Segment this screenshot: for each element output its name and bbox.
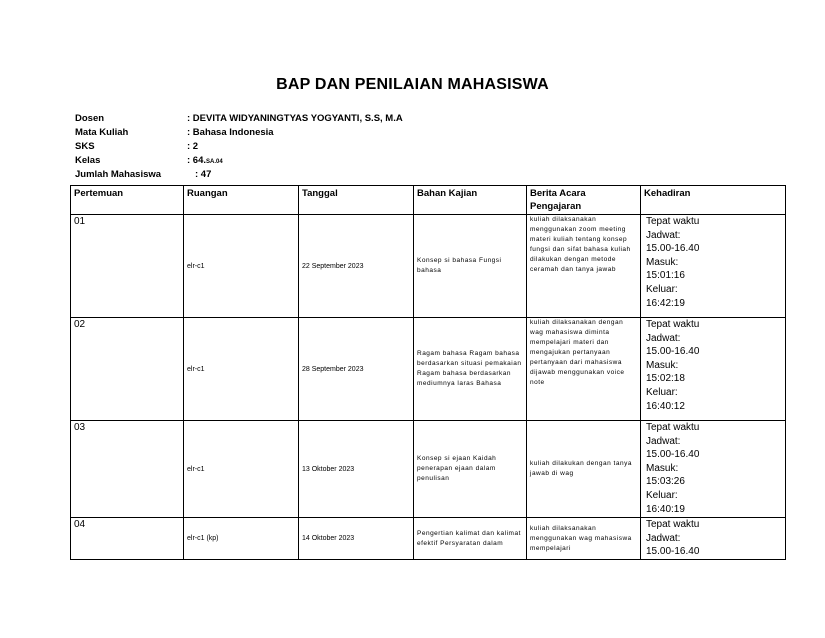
header-berita-acara: Berita Acara Pengajaran [527,186,641,215]
attendance-table [70,185,786,560]
kehadiran-line: Keluar: [646,489,678,501]
info-label: Dosen [75,113,105,124]
table-row [71,518,786,560]
kehadiran-line: 15:03:26 [646,476,685,488]
kehadiran-line: 16:40:19 [646,503,685,515]
kehadiran-line: Tepat waktu [646,422,700,433]
kehadiran-line: Tepat waktu [646,519,700,530]
table-row [71,215,786,318]
cell-pertemuan: 04 [71,518,184,560]
cell-pertemuan: 01 [71,215,184,318]
header-kehadiran: Kehadiran [641,186,786,215]
cell-bahan-kajian: Konsep si bahasa Fungsi bahasa [414,215,527,318]
cell-tanggal: 22 September 2023 [299,215,414,318]
info-label: Jumlah Mahasiswa [75,169,162,180]
kehadiran-line: Tepat waktu [646,216,700,227]
kehadiran-line: 15.00-16.40 [646,546,700,558]
info-label: Kelas [75,155,101,166]
kehadiran-line: Jadwat: [646,229,681,241]
cell-kehadiran [641,518,786,560]
cell-bahan-kajian: Ragam bahasa Ragam bahasa berdasarkan situasi pemakaian Ragam bahasa berdasarkan mediumnya laras Bahasa [414,318,527,421]
cell-tanggal: 13 Oktober 2023 [299,421,414,518]
info-value [187,154,223,169]
cell-berita-acara: kuliah dilaksanakan dengan wag mahasiswa diminta mempelajari materi dan mengajukan pertanyaan pertanyaan dari mahasiswa dijawab menggunakan voice note [527,318,641,421]
cell-kehadiran [641,215,786,318]
cell-kehadiran [641,318,786,421]
cell-ruangan: elr-c1 [184,215,299,318]
info-label: Mata Kuliah [75,127,129,138]
kehadiran-line: Jadwat: [646,532,681,544]
kehadiran-line: 16:40:12 [646,400,685,412]
page-title: BAP DAN PENILAIAN MAHASISWA [276,76,549,93]
cell-tanggal: 14 Oktober 2023 [299,518,414,560]
kehadiran-line: Masuk: [646,359,679,371]
table-row [71,421,786,518]
cell-berita-acara: kuliah dilaksanakan menggunakan zoom meeting materi kuliah tentang konsep fungsi dan sifat bahasa kuliah dilakukan dengan metode ceramah dan tanya jawab [527,215,641,318]
kehadiran-line: Keluar: [646,283,678,295]
info-value: : 47 [195,169,212,180]
kelas-code: SA.04 [206,159,223,165]
kehadiran-line: Jadwat: [646,435,681,447]
kehadiran-line: 15:02:18 [646,373,685,385]
cell-berita-acara: kuliah dilaksanakan menggunakan wag mahasiswa mempelajari [527,518,641,560]
kehadiran-line: Tepat waktu [646,319,700,330]
cell-ruangan: elr-c1 [184,421,299,518]
cell-berita-acara: kuliah dilakukan dengan tanya jawab di wag [527,421,641,518]
info-value: : 2 [187,141,199,152]
kehadiran-line: Masuk: [646,256,679,268]
kelas-number: : 64. [187,155,207,166]
header-tanggal: Tanggal [299,186,414,215]
header-bahan-kajian: Bahan Kajian [414,186,527,215]
cell-pertemuan: 02 [71,318,184,421]
cell-bahan-kajian: Konsep si ejaan Kaidah penerapan ejaan dalam penulisan [414,421,527,518]
header-pertemuan: Pertemuan [71,186,184,215]
kehadiran-line: 15.00-16.40 [646,243,700,255]
cell-ruangan: elr-c1 (kp) [184,518,299,560]
kehadiran-line: Masuk: [646,462,679,474]
cell-ruangan: elr-c1 [184,318,299,421]
info-value: : DEVITA WIDYANINGTYAS YOGYANTI, S.S, M.A [187,113,403,124]
kehadiran-line: 15.00-16.40 [646,449,700,461]
table-header-row [71,186,786,215]
cell-bahan-kajian: Pengertian kalimat dan kalimat efektif Persyaratan dalam [414,518,527,560]
kehadiran-line: Keluar: [646,386,678,398]
kehadiran-line: 15.00-16.40 [646,346,700,358]
cell-tanggal: 28 September 2023 [299,318,414,421]
kehadiran-line: Jadwat: [646,332,681,344]
info-label: SKS [75,141,95,152]
kehadiran-line: 15:01:16 [646,270,685,282]
info-value: : Bahasa Indonesia [187,127,274,138]
kehadiran-line: 16:42:19 [646,297,685,309]
table-row [71,318,786,421]
header-ruangan: Ruangan [184,186,299,215]
cell-pertemuan: 03 [71,421,184,518]
cell-kehadiran [641,421,786,518]
